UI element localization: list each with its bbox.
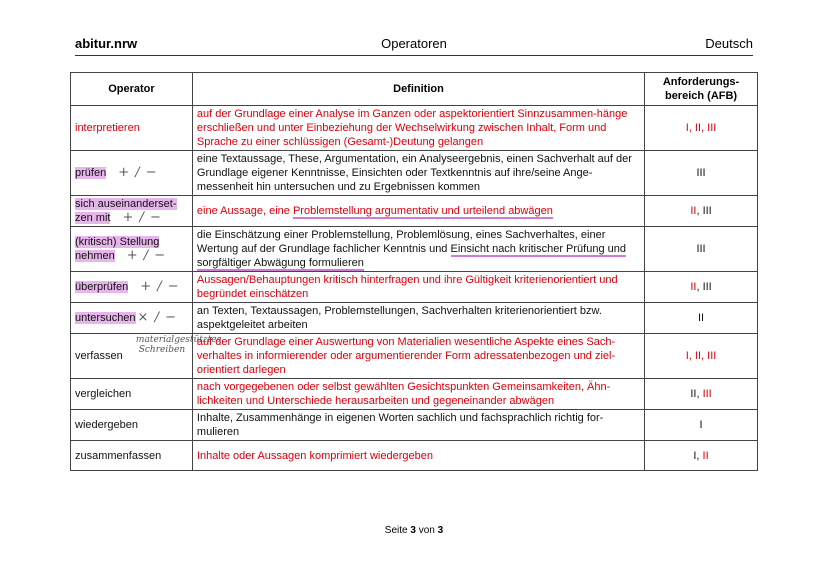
definition-cell: Aussagen/Behauptungen kritisch hinterfragen und ihre Gültigkeit kriterienorientiert und begründet einschätzen	[192, 272, 644, 303]
table-row	[71, 227, 758, 272]
afb-cell	[645, 196, 758, 227]
footer-page-number: 3	[410, 525, 416, 536]
afb-level: , III	[696, 281, 712, 293]
operator-label: (kritisch) Stellung nehmen	[75, 236, 160, 262]
table-row	[71, 334, 758, 379]
header-operator: Operator	[71, 73, 193, 106]
footer-prefix: Seite	[384, 525, 411, 536]
operator-cell	[71, 227, 193, 272]
afb-cell: III	[645, 151, 758, 196]
definition-cell: eine Textaussage, These, Argumentation, ein Analyseergebnis, einen Sachverhalt auf der Grundlage eigener Kenntnisse, Einsichten oder Textkenntnis auf ihre/seine Ange-messenheit hin untersuchen und zu Ergebnissen kommen	[192, 151, 644, 196]
table-row	[71, 303, 758, 334]
handwritten-mark: × / −	[137, 310, 177, 325]
table-row	[71, 196, 758, 227]
definition-text: die Einschätzung einer Problemstellung, Problemlösung, eines Sachverhaltes, einer Wertung auf der Grundlage fachlicher Kenntnis und	[196, 229, 606, 255]
definition-text: eine Aussage, eine	[196, 205, 293, 217]
afb-level: , III	[696, 205, 712, 217]
afb-cell: I, II, III	[645, 334, 758, 379]
afb-cell	[645, 379, 758, 410]
definition-cell: Inhalte oder Aussagen komprimiert wiedergeben	[192, 441, 644, 471]
afb-level-red: II	[702, 449, 709, 462]
definition-highlight: Einsicht nach kritischer Prüfung und sorgfältiger Abwägung formulieren	[196, 243, 626, 269]
operators-table	[70, 72, 758, 471]
definition-cell: auf der Grundlage einer Analyse im Ganzen oder aspektorientiert Sinnzusammen-hänge erschließen und unter Einbeziehung der Wechselwirkung zwischen Inhalt, Form und Sprache zu einer schlüssigen (Gesamt-)Deutung gelangen	[192, 106, 644, 151]
operator-label: prüfen	[75, 167, 107, 179]
definition-cell: nach vorgegebenen oder selbst gewählten Gesichtspunkten Gemeinsamkeiten, Ähn-lichkeiten und Unterschiede herausarbeiten und gegeneinander abwägen	[192, 379, 644, 410]
afb-level-red: III	[702, 388, 712, 400]
operator-cell	[71, 334, 222, 379]
operator-label: zusammenfassen	[75, 449, 162, 462]
table-row	[71, 379, 758, 410]
page-header	[75, 36, 753, 54]
handwritten-note: materialgestütztes Schreiben	[135, 335, 222, 355]
operator-cell	[71, 441, 193, 471]
afb-cell: II	[645, 303, 758, 334]
table-row	[71, 151, 758, 196]
footer-middle: von	[415, 525, 438, 536]
table-header-row	[71, 73, 758, 106]
definition-cell: Inhalte, Zusammenhänge in eigenen Worten sachlich und fachsprachlich richtig for-mulieren	[192, 410, 644, 441]
handwritten-mark: + / −	[118, 165, 158, 180]
definition-cell	[192, 227, 644, 272]
afb-cell: I, II, III	[645, 106, 758, 151]
header-afb: Anforderungs- bereich (AFB)	[645, 73, 758, 106]
afb-cell	[645, 272, 758, 303]
operator-label: interpretieren	[75, 122, 140, 134]
definition-cell	[192, 196, 644, 227]
operator-cell	[71, 106, 193, 151]
definition-cell: an Texten, Textaussagen, Problemstellungen, Sachverhalten kriterienorientiert bzw. aspektgeleitet arbeiten	[192, 303, 644, 334]
operator-cell	[71, 196, 193, 227]
operator-cell	[71, 151, 193, 196]
afb-cell	[645, 441, 758, 471]
site-brand: abitur.nrw	[75, 36, 138, 51]
afb-level: I,	[693, 449, 703, 462]
operator-label: vergleichen	[75, 388, 132, 400]
operator-cell	[71, 410, 193, 441]
header-definition: Definition	[192, 73, 644, 106]
operator-cell	[71, 303, 193, 334]
table-row	[71, 441, 758, 471]
definition-highlight: Problemstellung argumentativ und urteilend abwägen	[292, 205, 553, 217]
table-row	[71, 272, 758, 303]
handwritten-mark: + / −	[122, 210, 162, 225]
header-divider	[75, 55, 753, 56]
afb-cell: III	[645, 227, 758, 272]
handwritten-mark: + / −	[126, 248, 167, 263]
handwritten-mark: + / −	[140, 279, 180, 294]
footer-page-total: 3	[437, 525, 444, 536]
operator-cell	[71, 379, 193, 410]
table-row	[71, 410, 758, 441]
operator-cell	[71, 272, 193, 303]
subject-label: Deutsch	[705, 36, 753, 51]
operator-label: sich auseinanderset-zen mit	[75, 198, 177, 224]
afb-level-red: II	[690, 205, 697, 217]
operator-label: verfassen	[75, 350, 123, 362]
page-footer	[0, 525, 828, 536]
afb-level-red: II	[690, 281, 697, 293]
operator-label: überprüfen	[75, 281, 129, 293]
operator-label: untersuchen	[75, 312, 136, 324]
definition-cell: auf der Grundlage einer Auswertung von Materialien wesentliche Aspekte eines Sach-verhaltes in informierender oder argumentierender Form adressatenbezogen und ziel-orientiert darlegen	[192, 334, 644, 379]
table-row	[71, 106, 758, 151]
afb-cell: I	[645, 410, 758, 441]
page-title: Operatoren	[381, 36, 447, 51]
afb-level: II,	[690, 388, 703, 400]
operator-label: wiedergeben	[75, 419, 138, 431]
